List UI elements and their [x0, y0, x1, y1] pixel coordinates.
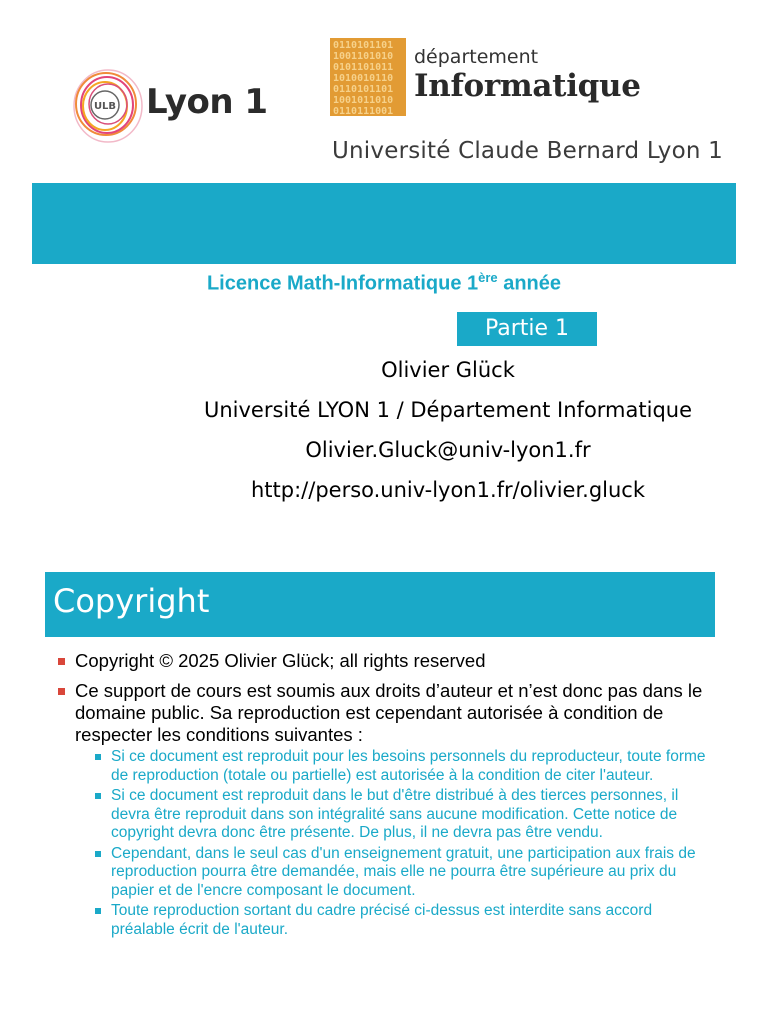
- sub-list-item: [75, 787, 718, 843]
- sub-bullet-text: Si ce document est reproduit dans le but d'être distribué à des tierces personnes, il devra être reproduit dans son intégralité sans aucune modification. Cette notice de copyright devra donc être présente. De plus, il ne devra pas être vendu.: [111, 787, 679, 841]
- course-title-end: année: [497, 272, 562, 295]
- dept-informatique-logo: [330, 38, 710, 120]
- sub-bullet-text: Toute reproduction sortant du cadre précisé ci-dessus est interdite sans accord préalable écrit de l'auteur.: [111, 902, 653, 938]
- copyright-banner: [45, 572, 715, 637]
- square-bullet-icon: [95, 851, 101, 857]
- square-bullet-icon: [58, 688, 65, 695]
- lyon1-logo-text: Lyon 1: [146, 82, 268, 122]
- author-email: Olivier.Gluck@univ-lyon1.fr: [305, 438, 591, 462]
- svg-text:ULB: ULB: [93, 101, 117, 112]
- copyright-bullet-list: [58, 650, 718, 947]
- lyon1-logo: [70, 60, 270, 152]
- bullet-text: Copyright © 2025 Olivier Glück; all rights reserved: [75, 650, 486, 671]
- sub-bullet-text: Si ce document est reproduit pour les besoins personnels du reproducteur, toute forme de reproduction (totale ou partielle) est autorisée à la condition de citer l'auteur.: [111, 748, 706, 784]
- course-title-sup: ère: [478, 270, 498, 285]
- bullet-text: Ce support de cours est soumis aux droits d’auteur et n’est donc pas dans le domaine public. Sa reproduction est cependant autorisée à condition de respecter les conditions suivantes :: [75, 680, 703, 745]
- binary-logo-icon: 0110101101 1001101010 0101101011 1010010110 0110101101 1001011010 0110111001: [330, 38, 406, 116]
- list-item: [58, 680, 718, 939]
- square-bullet-icon: [95, 793, 101, 799]
- course-title-main: Licence Math-Informatique 1: [206, 272, 479, 295]
- square-bullet-icon: [58, 658, 65, 665]
- top-banner: [32, 183, 736, 264]
- dept-big-label: Informatique: [414, 68, 641, 104]
- sub-list-item: [75, 845, 718, 901]
- square-bullet-icon: [95, 908, 101, 914]
- sub-bullet-text: Cependant, dans le seul cas d'un enseignement gratuit, une participation aux frais de reproduction pourra être demandée, mais elle ne pourra être supérieure au prix du papier et de l'encre composant le document.: [111, 844, 696, 899]
- university-name: Université Claude Bernard Lyon 1: [332, 138, 723, 164]
- square-bullet-icon: [95, 754, 101, 760]
- part-badge: Partie 1: [457, 312, 597, 346]
- author-website: http://perso.univ-lyon1.fr/olivier.gluck: [250, 478, 646, 502]
- sub-list-item: [75, 902, 718, 939]
- copyright-heading: Copyright: [53, 582, 210, 620]
- course-title: [0, 270, 768, 296]
- author-name: Olivier Glück: [381, 358, 515, 382]
- lyon1-rings-icon: [70, 60, 150, 152]
- dept-small-label: département: [414, 46, 539, 68]
- author-affiliation: Université LYON 1 / Département Informatique: [203, 398, 693, 422]
- list-item: [58, 650, 718, 672]
- sub-bullet-list: [75, 748, 718, 939]
- sub-list-item: [75, 748, 718, 785]
